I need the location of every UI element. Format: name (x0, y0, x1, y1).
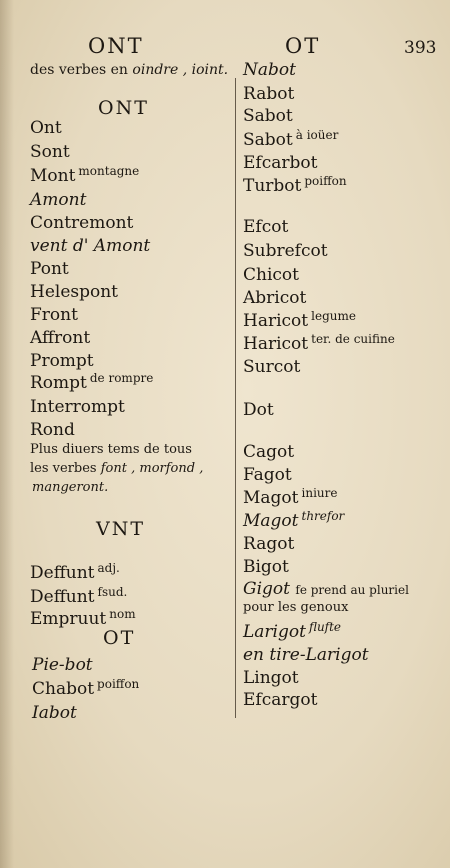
entry-word: Interrompt (30, 397, 125, 417)
entry-note: poiffon (304, 174, 347, 188)
entry-gigot (243, 579, 409, 600)
entry-note: poiffon (97, 677, 140, 691)
entry-word: Chabot (32, 679, 95, 699)
entry-item (243, 153, 317, 173)
entry-item (243, 511, 344, 532)
entry-word: Larigot (243, 622, 306, 642)
entry-word: Pont (30, 259, 69, 279)
entry-item (243, 400, 274, 420)
entry-word: Sabot (243, 106, 293, 126)
entry-item (30, 282, 118, 302)
entry-note: ter. de cuifine (311, 332, 395, 346)
entry-item (30, 420, 75, 440)
entry-item (30, 328, 90, 348)
entry-word: Haricot (243, 311, 309, 331)
entry-item (243, 265, 299, 285)
entry-item (30, 373, 153, 394)
entry-word: Turbot (243, 176, 302, 196)
entry-word: Magot (243, 511, 299, 531)
entry-word: Magot (243, 488, 299, 508)
intro-line (30, 62, 228, 78)
entry-word: Iabot (32, 703, 77, 723)
entry-word: Deffunt (30, 587, 95, 607)
entry-word: Dot (243, 400, 274, 420)
column-divider (235, 78, 236, 718)
entry-item (30, 305, 78, 325)
entry-note: montagne (78, 164, 140, 178)
entry-item (243, 465, 292, 485)
right-running-head: OT (285, 34, 321, 58)
entry-item (32, 703, 77, 723)
entry-word: Mont (30, 166, 76, 186)
entry-gigot-line2: pour les genoux (243, 600, 349, 615)
entry-item (243, 357, 300, 377)
entry-item (30, 563, 120, 584)
entry-word: Deffunt (30, 563, 95, 583)
entry-word: Sabot (243, 130, 293, 150)
entry-item (243, 534, 294, 554)
entry-item (243, 334, 395, 355)
entry-gigot-note: fe prend au pluriel (295, 583, 409, 597)
entry-word: Subrefcot (243, 241, 328, 261)
page-number: 393 (404, 38, 437, 58)
section-title-ont: ONT (98, 97, 149, 119)
plural-note-line2 (30, 461, 203, 476)
entry-word: Ont (30, 118, 62, 138)
plural-note-line1: Plus diuers tems de tous (30, 442, 192, 457)
entry-item (243, 442, 294, 462)
entry-item (243, 488, 337, 509)
entry-note: fsud. (97, 585, 128, 599)
entry-word: Abricot (243, 288, 307, 308)
entry-word: Ragot (243, 534, 295, 554)
entry-item (30, 213, 133, 233)
entry-item (243, 622, 341, 643)
entry-word: Pie-bot (32, 655, 93, 675)
left-running-head: ONT (88, 34, 144, 58)
entry-item (243, 311, 356, 332)
entry-note: iniure (301, 486, 338, 500)
entry-word: Efcot (243, 217, 289, 237)
section-title-vnt: VNT (96, 518, 146, 540)
entry-item (243, 241, 328, 261)
entry-item (243, 60, 296, 80)
entry-word: Nabot (243, 60, 296, 80)
entry-item (243, 668, 299, 688)
entry-note: de rompre (89, 371, 154, 385)
entry-word: Affront (30, 328, 91, 348)
entry-word: Cagot (243, 442, 295, 462)
entry-word: Empruut (30, 609, 107, 629)
entry-item (30, 236, 150, 256)
entry-word: Amont (30, 190, 87, 210)
entry-word: Haricot (243, 334, 309, 354)
entry-word: Efcargot (243, 690, 318, 710)
intro-italic: oindre , ioint. (132, 62, 229, 78)
entry-note: flufte (308, 620, 342, 634)
plural-note-line3: mangeront. (32, 480, 109, 495)
entry-word: Rabot (243, 84, 295, 104)
section-title-ot: OT (103, 627, 136, 649)
entry-word: Prompt (30, 351, 94, 371)
entry-gigot-word: Gigot (243, 579, 290, 599)
entry-word: Fagot (243, 465, 292, 485)
entry-word: Contremont (30, 213, 134, 233)
entry-item (243, 217, 288, 237)
entry-item (243, 84, 294, 104)
entry-note: legume (311, 309, 356, 323)
entry-item (30, 259, 69, 279)
entry-word: Lingot (243, 668, 299, 688)
entry-word: vent d' Amont (30, 236, 151, 256)
entry-item (30, 587, 127, 608)
entry-word: en tire-Larigot (243, 645, 369, 665)
entry-word: Rompt (30, 373, 87, 393)
entry-item (30, 397, 125, 417)
intro-prefix: des verbes en (30, 62, 133, 78)
entry-item (243, 690, 317, 710)
entry-note: threfor (301, 509, 345, 523)
entry-word: Surcot (243, 357, 301, 377)
plural-note-text: les verbes (30, 461, 101, 476)
plural-note-verbs: font , morfond , (100, 461, 204, 476)
entry-item (30, 166, 139, 187)
entry-item (30, 351, 94, 371)
entry-item (243, 130, 338, 151)
entry-note: nom (109, 607, 136, 621)
entry-item (243, 645, 369, 665)
entry-word: Rond (30, 420, 75, 440)
entry-item (243, 106, 293, 126)
entry-word: Front (30, 305, 78, 325)
entry-item (30, 142, 70, 162)
entry-item (243, 557, 289, 577)
entry-item (243, 288, 306, 308)
entry-note: adj. (97, 561, 120, 575)
entry-word: Sont (30, 142, 70, 162)
entry-word: Efcarbot (243, 153, 318, 173)
entry-word: Bigot (243, 557, 289, 577)
entry-item (30, 118, 62, 138)
entry-word: Chicot (243, 265, 299, 285)
entry-item (32, 679, 139, 700)
entry-note: à ioüer (295, 128, 339, 142)
entry-item (32, 655, 93, 675)
entry-item (30, 190, 86, 210)
entry-word: Helespont (30, 282, 119, 302)
entry-item (243, 176, 347, 197)
